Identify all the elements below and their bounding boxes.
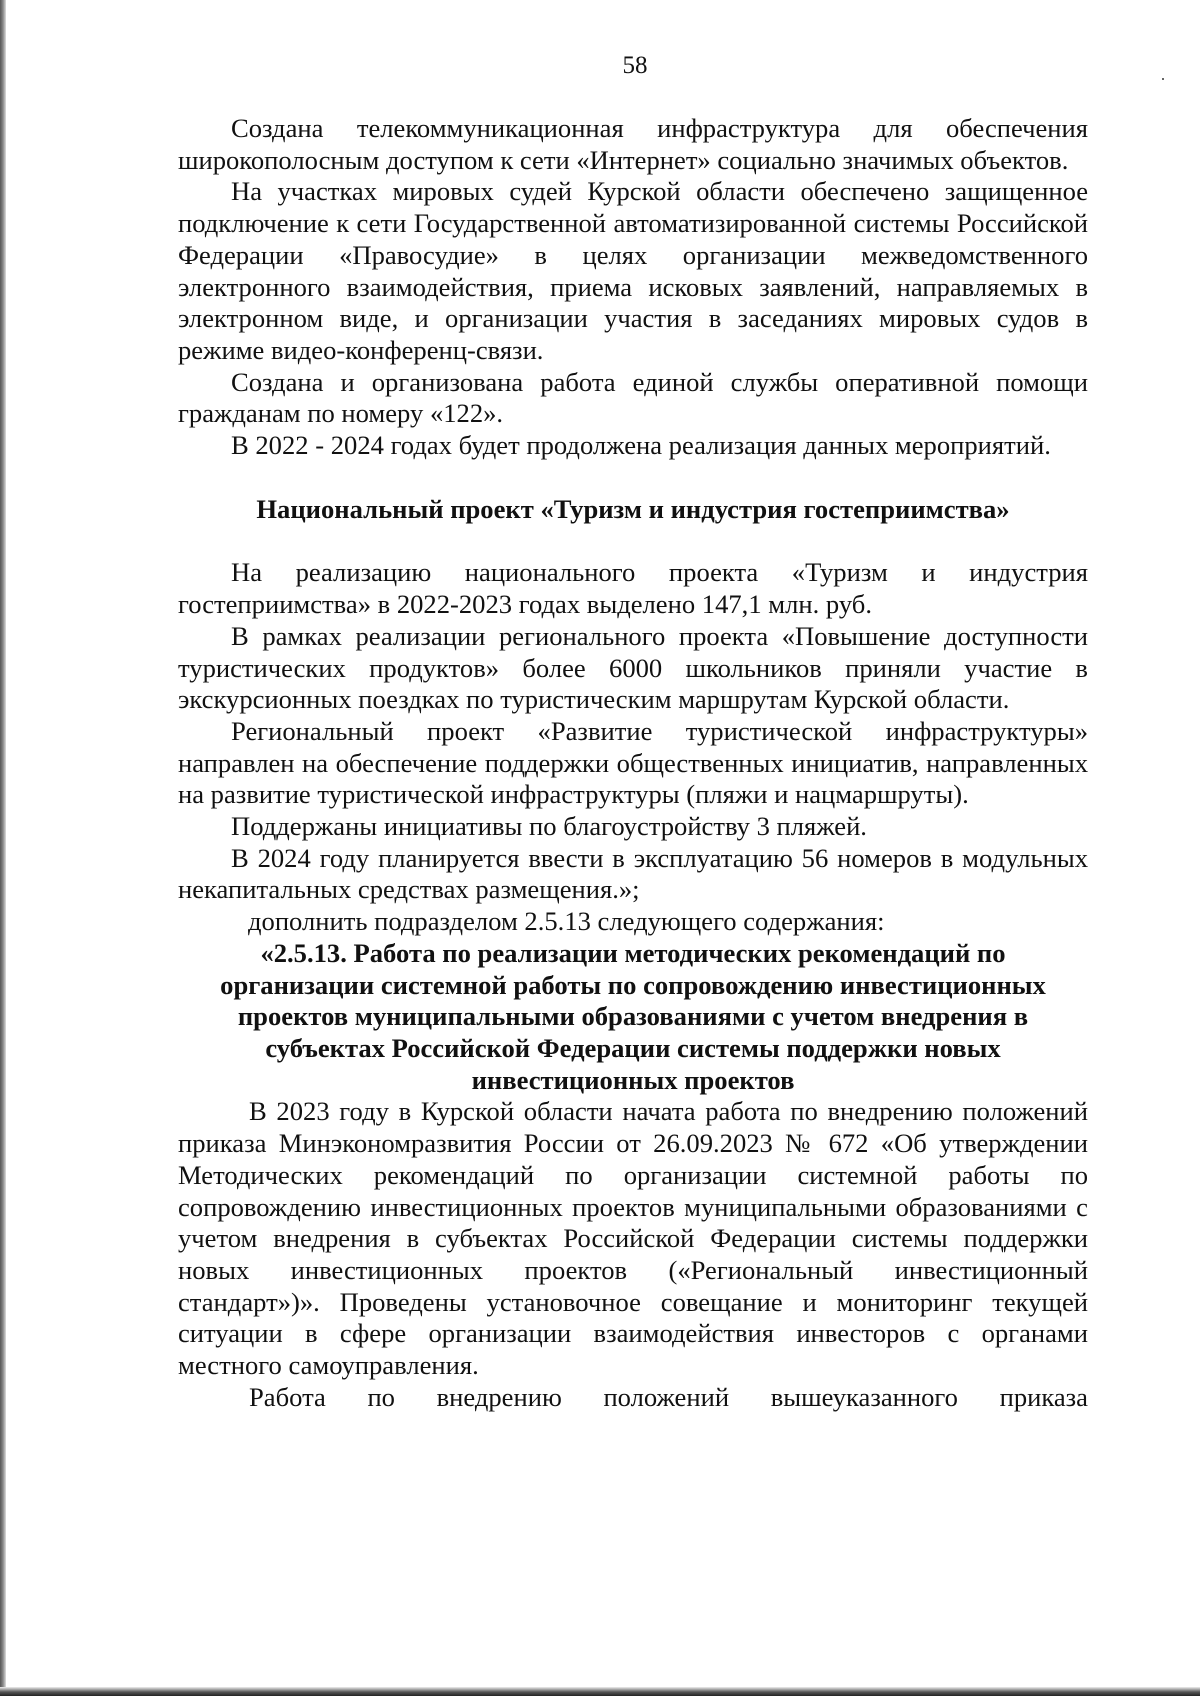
paragraph-tourism-infrastructure: Региональный проект «Развитие туристической инфраструктуры» направлен на обеспечение поддержки общественных инициатив, направленных на развитие туристической инфраструктуры (пляжи и нацмаршруты).: [178, 715, 1088, 810]
page-number: 58: [622, 52, 648, 79]
paragraph-tourism-products: В рамках реализации регионального проекта «Повышение доступности туристических продуктов» более 6000 школьников приняли участие в экскурсионных поездках по туристическим маршрутам Курской области.: [178, 620, 1088, 715]
paragraph-courts: На участках мировых судей Курской области обеспечено защищенное подключение к сети Государственной автоматизированной системы Российской Федерации «Правосудие» в целях организации межведомственного электронного взаимодействия, приема исковых заявлений, направляемых в электронном виде, и организации участия в заседаниях мировых судов в режиме видео-конференц-связи.: [178, 176, 1088, 365]
section-heading-tourism: Национальный проект «Туризм и индустрия гостеприимства»: [256, 493, 1010, 524]
paragraph-investment-standard: В 2023 году в Курской области начата работа по внедрению положений приказа Минэкономразвития России от 26.09.2023 № 672 «Об утверждении Методических рекомендаций по организации системной работы по сопровождению инвестиционных проектов муниципальными образованиями с учетом внедрения в субъектах Российской Федерации системы поддержки новых инвестиционных проектов («Региональный инвестиционный стандарт»)». Проведены установочное совещание и мониторинг текущей ситуации в сфере организации взаимодействия инвесторов с органами местного самоуправления.: [178, 1096, 1088, 1381]
paragraph-2024-rooms: В 2024 году планируется ввести в эксплуатацию 56 номеров в модульных некапитальных средствах размещения.»;: [178, 842, 1088, 905]
paragraph-2022-2024: В 2022 - 2024 годах будет продолжена реализация данных мероприятий.: [231, 430, 1051, 461]
scan-edge-bottom: [0, 1687, 1200, 1696]
paragraph-beaches: Поддержаны инициативы по благоустройству 3 пляжей.: [231, 811, 867, 842]
subsection-heading-2-5-13: «2.5.13. Работа по реализации методических рекомендаций по организации системной работы по сопровождению инвестиционных проектов муниципальными образованиями с учетом внедрения в субъектах Российской Федерации системы поддержки новых инвестиционных проектов: [220, 937, 1046, 1095]
paragraph-supplement: дополнить подразделом 2.5.13 следующего содержания:: [248, 906, 885, 937]
paragraph-continued: Работа по внедрению положений вышеуказанного приказа: [249, 1381, 1088, 1412]
paragraph-telecom: Создана телекоммуникационная инфраструктура для обеспечения широкополосным доступом к сети «Интернет» социально значимых объектов.: [178, 113, 1088, 175]
paragraph-tourism-funding: На реализацию национального проекта «Туризм и индустрия гостеприимства» в 2022-2023 годах выделено 147,1 млн. руб.: [178, 557, 1088, 620]
document-body: [178, 113, 1088, 1413]
paragraph-122-service: Создана и организована работа единой службы оперативной помощи гражданам по номеру «122».: [178, 366, 1088, 429]
scan-edge-left: [0, 0, 6, 1696]
